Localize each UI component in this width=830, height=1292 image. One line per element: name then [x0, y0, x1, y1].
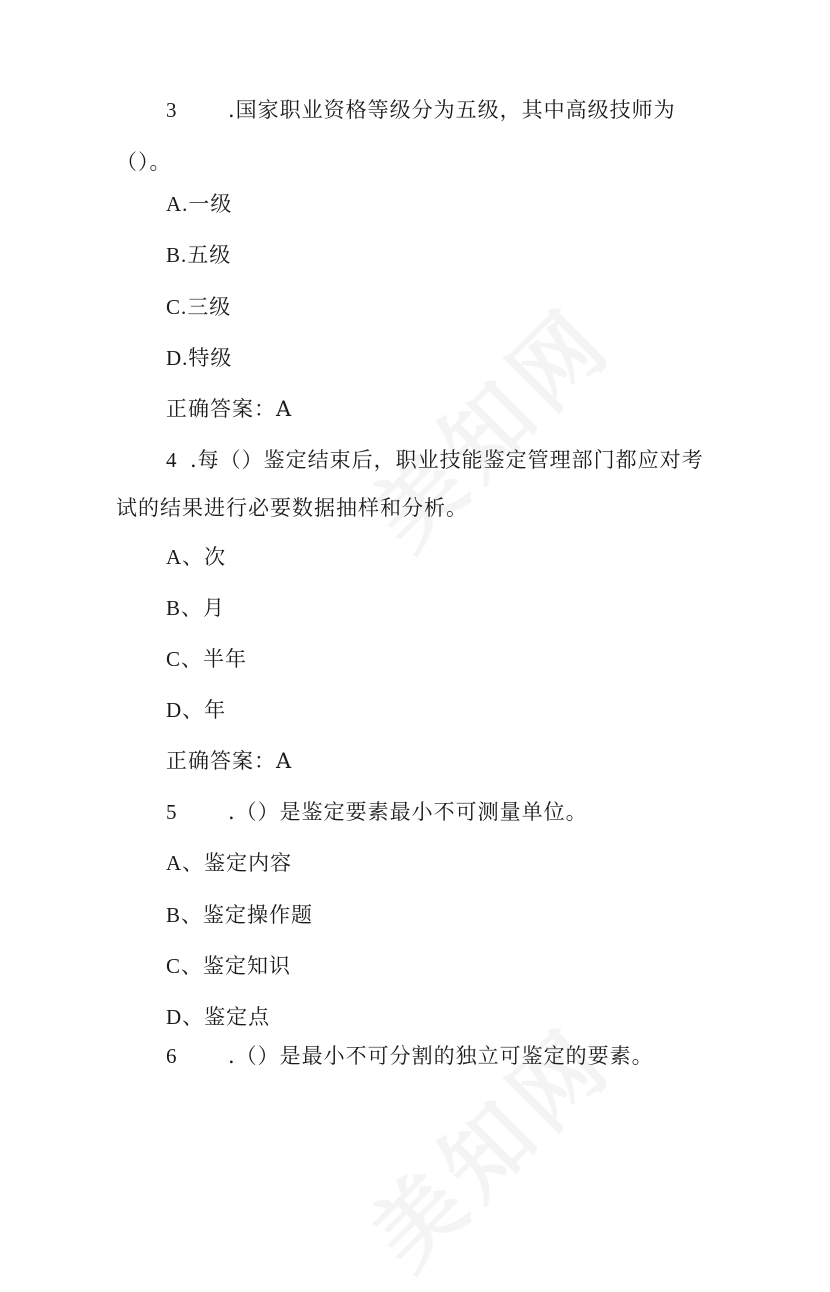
question-3-option-d: D.特级 [166, 346, 233, 370]
question-5-stem [166, 798, 588, 826]
question-3-answer: 正确答案：A [166, 397, 293, 421]
question-3-option-c: C.三级 [166, 295, 232, 319]
question-5-number: 5 [166, 800, 178, 824]
question-5-option-a: A、鉴定内容 [166, 851, 293, 875]
question-5-option-c: C、鉴定知识 [166, 954, 292, 978]
question-4-answer: 正确答案：A [166, 749, 293, 773]
watermark-top [339, 275, 636, 572]
question-4-stem-cont: 试的结果进行必要数据抽样和分析。 [116, 496, 468, 520]
question-3-stem [166, 96, 676, 124]
question-4-option-a: A、次 [166, 545, 227, 569]
question-6-number: 6 [166, 1044, 178, 1068]
question-4-option-b: B、月 [166, 596, 226, 620]
question-5-option-d: D、鉴定点 [166, 1005, 271, 1029]
question-3-stem-cont: （）。 [116, 150, 172, 174]
question-4-number: 4 [166, 448, 178, 472]
question-3-number: 3 [166, 98, 178, 122]
watermark-bottom [339, 995, 636, 1292]
question-3-option-b: B.五级 [166, 243, 232, 267]
question-4-option-c: C、半年 [166, 647, 248, 671]
question-6-stem [166, 1042, 654, 1070]
question-6-stem-text: .（）是最小不可分割的独立可鉴定的要素。 [228, 1044, 654, 1068]
question-4-stem [166, 446, 704, 474]
question-5-stem-text: .（）是鉴定要素最小不可测量单位。 [228, 800, 588, 824]
question-3-option-a: A.一级 [166, 192, 233, 216]
question-3-stem-text: .国家职业资格等级分为五级，其中高级技师为 [228, 98, 676, 122]
question-4-option-d: D、年 [166, 698, 227, 722]
question-5-option-b: B、鉴定操作题 [166, 903, 314, 927]
question-4-stem-text: .每（）鉴定结束后，职业技能鉴定管理部门都应对考 [190, 448, 704, 472]
